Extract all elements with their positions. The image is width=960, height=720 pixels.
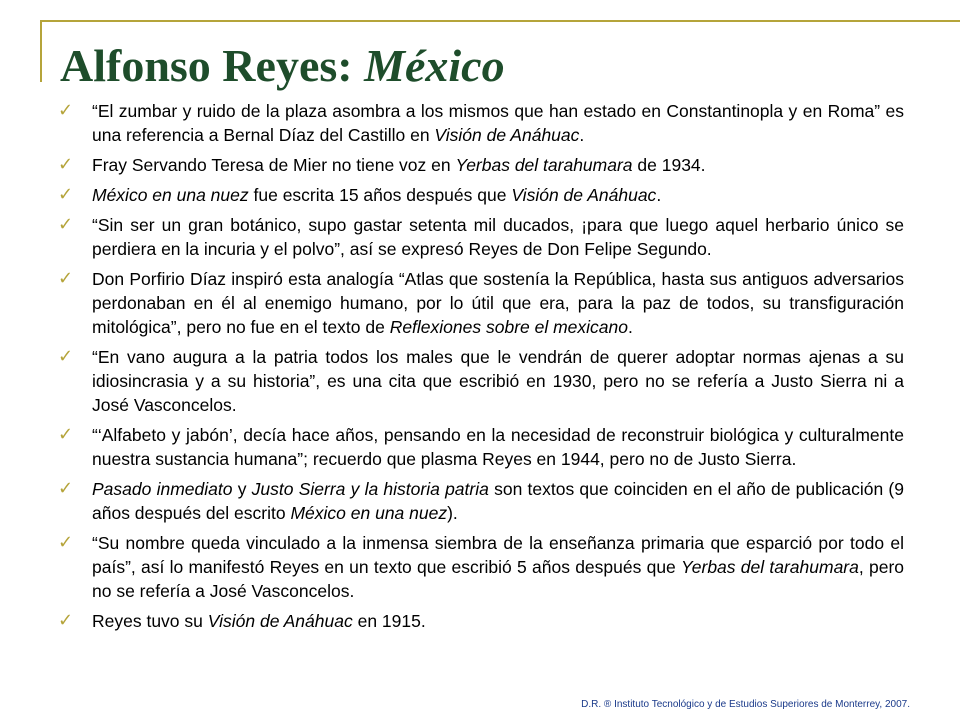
bullet-item — [58, 609, 904, 633]
checkmark-icon: ✓ — [58, 346, 74, 367]
bullet-text: de 1934. — [632, 155, 706, 175]
title-italic: México — [364, 40, 505, 91]
title-main: Alfonso Reyes: — [60, 40, 353, 91]
bullet-text: . — [628, 317, 633, 337]
checkmark-icon: ✓ — [58, 154, 74, 175]
checkmark-icon: ✓ — [58, 268, 74, 289]
checkmark-icon: ✓ — [58, 184, 74, 205]
italic-text: Yerbas del tarahumara — [681, 557, 859, 577]
italic-text: Justo Sierra y la historia patria — [251, 479, 489, 499]
bullet-item — [58, 267, 904, 339]
italic-text: México en una nuez — [290, 503, 448, 523]
bullet-item — [58, 345, 904, 417]
bullet-item — [58, 153, 904, 177]
bullet-text: fue escrita 15 años después que — [248, 185, 512, 205]
bullet-text: ). — [447, 503, 458, 523]
bullet-text: Reyes tuvo su — [92, 611, 208, 631]
italic-text: Reflexiones sobre el mexicano — [389, 317, 629, 337]
bullet-text: , pero no se refería a José Vasconcelos. — [92, 557, 905, 601]
bullet-item — [58, 531, 905, 603]
bullet-text: “Sin ser un gran botánico, supo gastar setenta mil ducados, ¡para que luego aquel herbario único se perdiera en la incuria y el polvo”, así se expresó Reyes de Don Felipe Segundo. — [92, 215, 904, 259]
bullet-item — [58, 183, 904, 207]
bullet-item — [58, 423, 904, 471]
bullet-item — [58, 477, 904, 525]
bullet-text: son textos que coinciden en el año de publicación (9 años después del escrito — [92, 479, 904, 523]
bullet-text: . — [579, 125, 585, 145]
checkmark-icon: ✓ — [58, 532, 74, 553]
slide-frame-left-line — [40, 20, 42, 82]
italic-text: Visión de Anáhuac — [434, 125, 580, 145]
checkmark-icon: ✓ — [58, 100, 74, 121]
bullet-text: “‘Alfabeto y jabón’, decía hace años, pensando en la necesidad de reconstruir biológica y culturalmente nuestra sustancia humana”; recuerdo que plasma Reyes en 1944, pero no de Justo Sierra. — [92, 425, 904, 469]
checkmark-icon: ✓ — [58, 610, 74, 631]
checkmark-icon: ✓ — [58, 478, 74, 499]
bullet-text: Don Porfirio Díaz inspiró esta analogía “Atlas que sostenía la República, hasta sus antiguos adversarios perdonaban en él al enemigo humano, por lo útil que era, para la paz de todos, su transfiguración mitológica”, pero no fue en el texto de — [92, 269, 904, 337]
italic-text: Visión de Anáhuac — [511, 185, 657, 205]
bullet-list — [58, 99, 905, 639]
italic-text: Pasado inmediato — [92, 479, 233, 499]
italic-text: Yerbas del tarahumara — [455, 155, 633, 175]
copyright-footer: D.R. ® Instituto Tecnológico y de Estudios Superiores de Monterrey, 2007. — [581, 699, 910, 710]
bullet-item — [58, 99, 904, 147]
checkmark-icon: ✓ — [58, 424, 74, 445]
bullet-text: “En vano augura a la patria todos los males que le vendrán de querer adoptar normas ajenas a su idiosincrasia y a su historia”, es una cita que escribió en 1930, pero no se refería a Justo Sierra ni a José Vasconcelos. — [92, 347, 904, 415]
bullet-item — [58, 213, 904, 261]
slide-title — [60, 36, 505, 96]
bullet-text: . — [656, 185, 662, 205]
bullet-text: Fray Servando Teresa de Mier no tiene voz en — [92, 155, 456, 175]
checkmark-icon: ✓ — [58, 214, 74, 235]
bullet-text: “El zumbar y ruido de la plaza asombra a los mismos que han estado en Constantinopla y en Roma” es una referencia a Bernal Díaz del Castillo en — [92, 101, 904, 145]
bullet-text: en 1915. — [352, 611, 426, 631]
italic-text: México en una nuez — [92, 185, 249, 205]
slide-frame-top-line — [40, 20, 960, 22]
italic-text: Visión de Anáhuac — [207, 611, 353, 631]
bullet-text: “Su nombre queda vinculado a la inmensa siembra de la enseñanza primaria que esparció por todo el país”, así lo manifestó Reyes en un texto que escribió 5 años después que — [92, 533, 904, 577]
bullet-text: y — [232, 479, 252, 499]
